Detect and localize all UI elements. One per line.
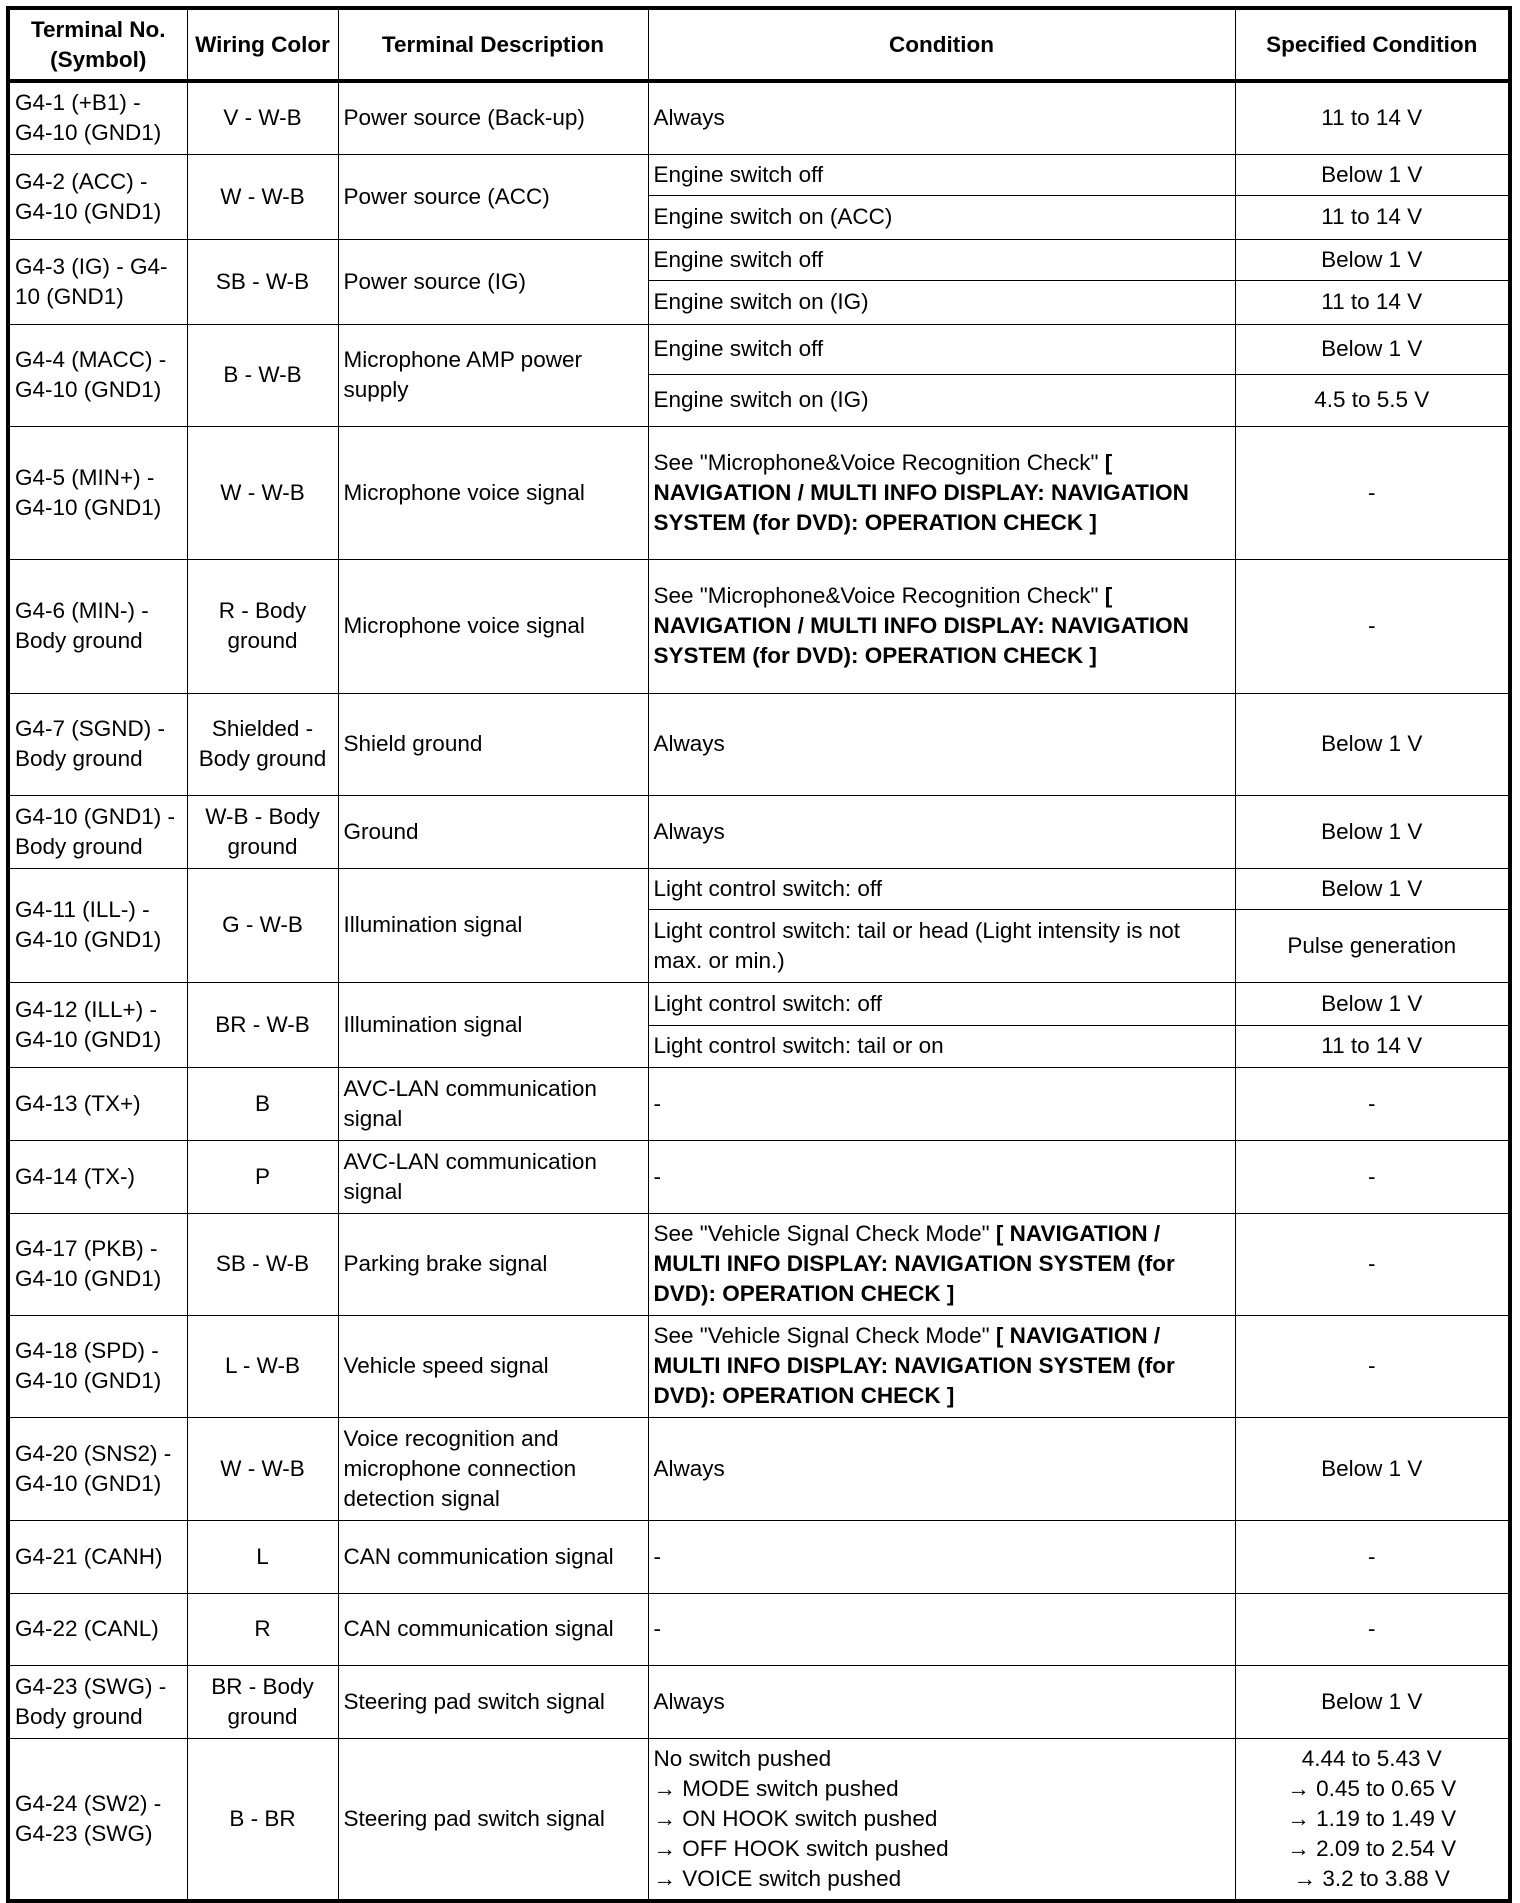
condition-cell (648, 1593, 1235, 1665)
condition-line: No switch pushed (653, 1745, 832, 1771)
terminal-cell: G4-3 (IG) - G4-10 (GND1) (8, 239, 187, 324)
specified-condition-cell: - (1235, 1140, 1510, 1213)
condition-text: Light control switch: tail or head (Light intensity is not max. or min.) (653, 917, 1181, 973)
description-cell: Microphone voice signal (338, 426, 648, 559)
table-row (8, 693, 1510, 795)
wiring-color-cell: BR - W-B (187, 982, 338, 1067)
table-row (8, 1520, 1510, 1593)
terminal-cell: G4-2 (ACC) - G4-10 (GND1) (8, 154, 187, 239)
condition-text: [ NAVIGATION / MULTI INFO DISPLAY: NAVIGATION SYSTEM (for DVD): OPERATION CHECK ] (653, 1221, 1175, 1306)
specified-condition-cell: 11 to 14 V (1235, 280, 1510, 324)
condition-cell (648, 280, 1235, 324)
specified-condition-cell: - (1235, 1315, 1510, 1417)
condition-cell (648, 1417, 1235, 1520)
wiring-color-cell: L - W-B (187, 1315, 338, 1417)
specified-condition-cell (1235, 1738, 1510, 1901)
specified-condition-cell: Below 1 V (1235, 1665, 1510, 1738)
specified-condition-cell: - (1235, 1067, 1510, 1140)
condition-cell (648, 154, 1235, 195)
wiring-color-cell: G - W-B (187, 868, 338, 982)
specified-condition-cell: - (1235, 1520, 1510, 1593)
spec-line: → 2.09 to 2.54 V (1287, 1835, 1457, 1861)
spec-line: 4.44 to 5.43 V (1301, 1745, 1442, 1771)
condition-cell (648, 909, 1235, 982)
wiring-color-cell: B - W-B (187, 324, 338, 426)
description-cell: Shield ground (338, 693, 648, 795)
condition-cell (648, 1025, 1235, 1067)
wiring-color-cell: SB - W-B (187, 239, 338, 324)
terminal-cell: G4-20 (SNS2) - G4-10 (GND1) (8, 1417, 187, 1520)
condition-cell (648, 1067, 1235, 1140)
wiring-color-cell: L (187, 1520, 338, 1593)
table-row (8, 1213, 1510, 1315)
table-row (8, 982, 1510, 1025)
wiring-color-cell: W - W-B (187, 426, 338, 559)
condition-text: Always (653, 731, 725, 756)
wiring-color-cell: V - W-B (187, 81, 338, 154)
table-row (8, 795, 1510, 868)
condition-text: - (653, 1616, 661, 1641)
table-row (8, 1140, 1510, 1213)
table-row (8, 1315, 1510, 1417)
condition-cell (648, 559, 1235, 693)
wiring-color-cell: P (187, 1140, 338, 1213)
wiring-color-cell: W-B - Body ground (187, 795, 338, 868)
header-condition: Condition (648, 8, 1235, 81)
table-row (8, 81, 1510, 154)
specified-condition-cell: Below 1 V (1235, 239, 1510, 280)
terminal-cell: G4-10 (GND1) - Body ground (8, 795, 187, 868)
condition-text: Always (653, 1455, 725, 1481)
terminal-cell: G4-7 (SGND) - Body ground (8, 693, 187, 795)
description-cell: AVC-LAN communication signal (338, 1140, 648, 1213)
condition-text: Engine switch off (653, 246, 824, 272)
condition-text: Always (653, 818, 725, 844)
condition-text: Engine switch on (IG) (653, 289, 869, 314)
description-cell: Ground (338, 795, 648, 868)
table-row (8, 1665, 1510, 1738)
spec-line: → 1.19 to 1.49 V (1287, 1805, 1457, 1831)
condition-cell (648, 1665, 1235, 1738)
description-cell: CAN communication signal (338, 1593, 648, 1665)
table-row (8, 324, 1510, 374)
description-cell: Microphone AMP power supply (338, 324, 648, 426)
specified-condition-cell: 11 to 14 V (1235, 1025, 1510, 1067)
table-row (8, 1593, 1510, 1665)
specified-condition-cell: Below 1 V (1235, 1417, 1510, 1520)
condition-text: Engine switch on (ACC) (653, 204, 893, 229)
table-row (8, 154, 1510, 195)
terminal-cell: G4-12 (ILL+) - G4-10 (GND1) (8, 982, 187, 1067)
specified-condition-cell: - (1235, 426, 1510, 559)
terminal-cell: G4-5 (MIN+) - G4-10 (GND1) (8, 426, 187, 559)
specified-condition-cell: Below 1 V (1235, 693, 1510, 795)
wiring-color-cell: R - Body ground (187, 559, 338, 693)
terminal-cell: G4-4 (MACC) - G4-10 (GND1) (8, 324, 187, 426)
condition-cell (648, 982, 1235, 1025)
specified-condition-cell: 11 to 14 V (1235, 195, 1510, 239)
condition-text: Light control switch: off (653, 875, 882, 901)
specified-condition-cell: - (1235, 1593, 1510, 1665)
terminal-cell: G4-21 (CANH) (8, 1520, 187, 1593)
condition-text: See "Vehicle Signal Check Mode" (653, 1221, 996, 1246)
wiring-color-cell: B - BR (187, 1738, 338, 1901)
header-wiring-color: Wiring Color (187, 8, 338, 81)
condition-cell (648, 1315, 1235, 1417)
table-row (8, 1738, 1510, 1901)
table-row (8, 426, 1510, 559)
terminal-spec-table (6, 6, 1512, 1903)
wiring-color-cell: R (187, 1593, 338, 1665)
condition-cell (648, 1520, 1235, 1593)
table-row (8, 239, 1510, 280)
wiring-color-cell: BR - Body ground (187, 1665, 338, 1738)
description-cell: Voice recognition and microphone connection detection signal (338, 1417, 648, 1520)
description-cell: Power source (ACC) (338, 154, 648, 239)
terminal-cell: G4-18 (SPD) - G4-10 (GND1) (8, 1315, 187, 1417)
specified-condition-cell: - (1235, 559, 1510, 693)
condition-text: Always (653, 105, 725, 131)
header-terminal-description: Terminal Description (338, 8, 648, 81)
wiring-color-cell: B (187, 1067, 338, 1140)
condition-line: → ON HOOK switch pushed (653, 1805, 938, 1831)
terminal-cell: G4-14 (TX-) (8, 1140, 187, 1213)
condition-text: [ NAVIGATION / MULTI INFO DISPLAY: NAVIGATION SYSTEM (for DVD): OPERATION CHECK ] (653, 1323, 1175, 1408)
condition-cell (648, 426, 1235, 559)
condition-text: [ NAVIGATION / MULTI INFO DISPLAY: NAVIGATION SYSTEM (for DVD): OPERATION CHECK ] (653, 583, 1189, 668)
wiring-color-cell: W - W-B (187, 1417, 338, 1520)
condition-text: Light control switch: tail or on (653, 1033, 944, 1058)
table-body (8, 81, 1510, 1901)
specified-condition-cell: Below 1 V (1235, 154, 1510, 195)
header-specified-condition: Specified Condition (1235, 8, 1510, 81)
condition-text: Engine switch off (653, 336, 824, 361)
terminal-cell: G4-13 (TX+) (8, 1067, 187, 1140)
condition-cell (648, 324, 1235, 374)
condition-text: Engine switch off (653, 161, 824, 187)
specified-condition-cell: Below 1 V (1235, 982, 1510, 1025)
condition-cell (648, 81, 1235, 154)
condition-line: → MODE switch pushed (653, 1775, 899, 1801)
specified-condition-cell: Below 1 V (1235, 324, 1510, 374)
condition-cell (648, 868, 1235, 909)
table-row (8, 559, 1510, 693)
condition-cell (648, 1738, 1235, 1901)
description-cell: Illumination signal (338, 982, 648, 1067)
terminal-cell: G4-23 (SWG) - Body ground (8, 1665, 187, 1738)
condition-cell (648, 195, 1235, 239)
table-row (8, 1417, 1510, 1520)
specified-condition-cell: 4.5 to 5.5 V (1235, 374, 1510, 426)
terminal-cell: G4-6 (MIN-) - Body ground (8, 559, 187, 693)
condition-cell (648, 374, 1235, 426)
terminal-cell: G4-17 (PKB) - G4-10 (GND1) (8, 1213, 187, 1315)
condition-cell (648, 1213, 1235, 1315)
description-cell: Power source (IG) (338, 239, 648, 324)
specified-condition-cell: Pulse generation (1235, 909, 1510, 982)
terminal-cell: G4-24 (SW2) - G4-23 (SWG) (8, 1738, 187, 1901)
wiring-color-cell: SB - W-B (187, 1213, 338, 1315)
wiring-color-cell: Shielded - Body ground (187, 693, 338, 795)
condition-text: See "Microphone&Voice Recognition Check" (653, 583, 1105, 608)
table-row (8, 868, 1510, 909)
condition-text: See "Vehicle Signal Check Mode" (653, 1323, 996, 1348)
description-cell: CAN communication signal (338, 1520, 648, 1593)
condition-line: → VOICE switch pushed (653, 1865, 902, 1891)
condition-text: Engine switch on (IG) (653, 387, 869, 412)
specified-condition-cell: Below 1 V (1235, 795, 1510, 868)
condition-text: [ NAVIGATION / MULTI INFO DISPLAY: NAVIGATION SYSTEM (for DVD): OPERATION CHECK ] (653, 449, 1189, 535)
description-cell: Steering pad switch signal (338, 1665, 648, 1738)
condition-text: - (653, 1543, 661, 1569)
condition-text: Always (653, 1688, 725, 1714)
condition-text: - (653, 1090, 661, 1116)
condition-cell (648, 693, 1235, 795)
condition-line: → OFF HOOK switch pushed (653, 1835, 949, 1861)
condition-cell (648, 1140, 1235, 1213)
specified-condition-cell: - (1235, 1213, 1510, 1315)
header-terminal: Terminal No. (Symbol) (8, 8, 187, 81)
description-cell: Microphone voice signal (338, 559, 648, 693)
spec-line: → 3.2 to 3.88 V (1293, 1865, 1450, 1891)
description-cell: Illumination signal (338, 868, 648, 982)
spec-line: → 0.45 to 0.65 V (1287, 1775, 1457, 1801)
condition-text: See "Microphone&Voice Recognition Check" (653, 449, 1105, 475)
terminal-cell: G4-11 (ILL-) - G4-10 (GND1) (8, 868, 187, 982)
description-cell: Power source (Back-up) (338, 81, 648, 154)
wiring-color-cell: W - W-B (187, 154, 338, 239)
terminal-cell: G4-1 (+B1) - G4-10 (GND1) (8, 81, 187, 154)
condition-cell (648, 795, 1235, 868)
description-cell: Vehicle speed signal (338, 1315, 648, 1417)
description-cell: AVC-LAN communication signal (338, 1067, 648, 1140)
condition-cell (648, 239, 1235, 280)
table-row (8, 1067, 1510, 1140)
header-row (8, 8, 1510, 81)
condition-text: - (653, 1163, 661, 1189)
condition-text: Light control switch: off (653, 990, 882, 1016)
terminal-cell: G4-22 (CANL) (8, 1593, 187, 1665)
specified-condition-cell: Below 1 V (1235, 868, 1510, 909)
description-cell: Parking brake signal (338, 1213, 648, 1315)
description-cell: Steering pad switch signal (338, 1738, 648, 1901)
specified-condition-cell: 11 to 14 V (1235, 81, 1510, 154)
